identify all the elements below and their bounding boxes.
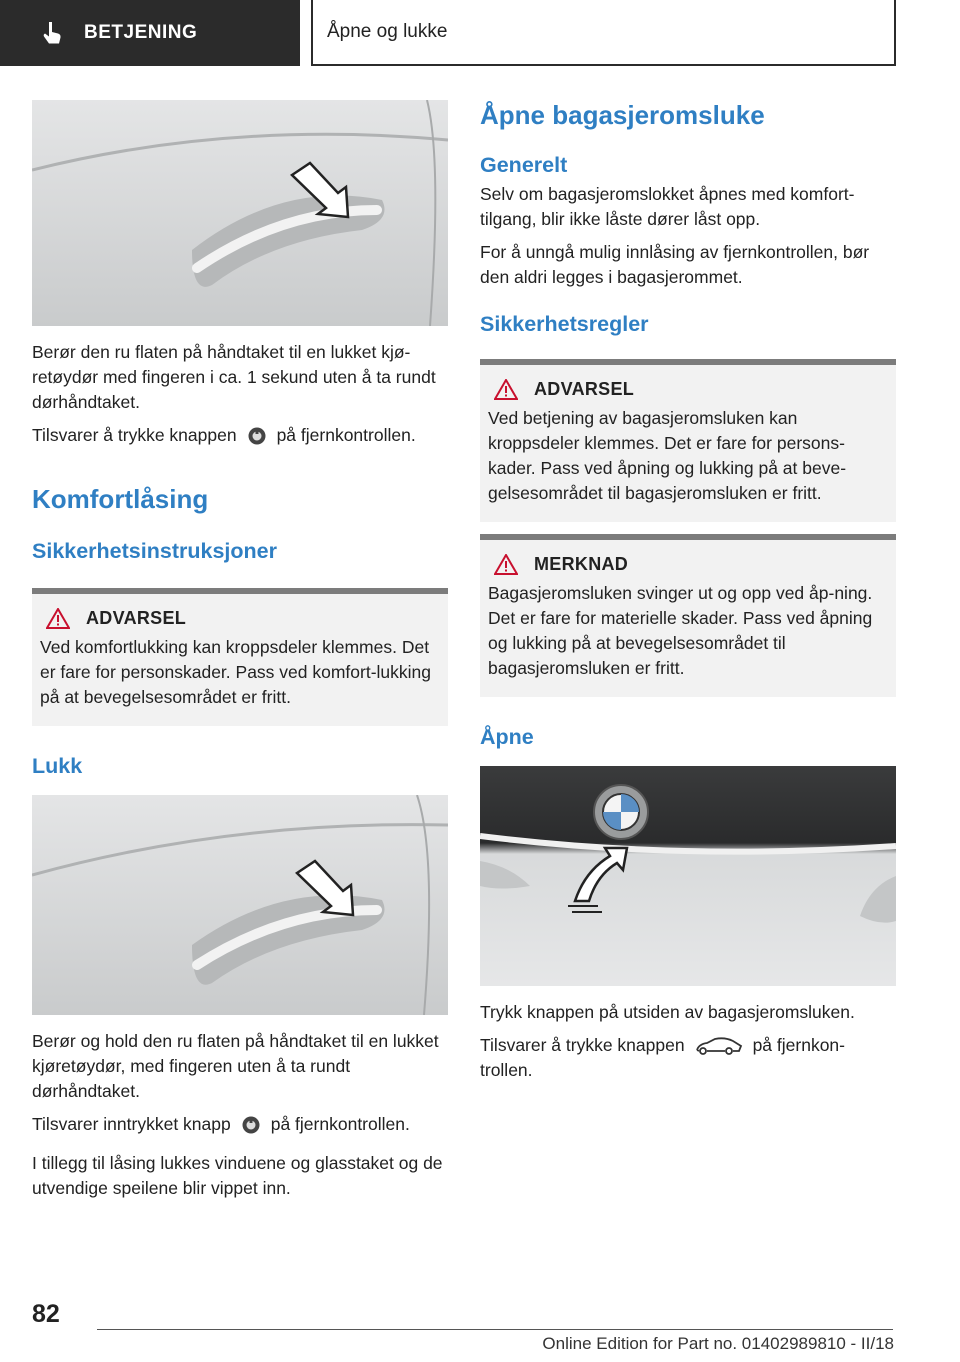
notice-triangle-icon bbox=[494, 554, 518, 575]
lock-key-icon bbox=[241, 1115, 261, 1135]
right-column bbox=[480, 100, 896, 1083]
paragraph-touch-handle: Berør den ru flaten på håndtaket til en lukket kjø-retøydør med fingeren i ca. 1 sekund uten å ta rundt dørhåndtaket. bbox=[32, 342, 436, 412]
section-tab bbox=[0, 0, 300, 66]
notice-title: MERKNAD bbox=[534, 554, 629, 574]
footer-divider bbox=[97, 1329, 893, 1330]
notice-text: Bagasjeromsluken svinger ut og opp ved åp-ning. Det er fare for materielle skader. Pass ved åpning og lukking på at bevegelsesområdet til bagasjeromsluken er fritt. bbox=[488, 583, 873, 678]
text-before-icon: Tilsvarer å trykke knappen bbox=[480, 1035, 685, 1055]
warning-triangle-icon bbox=[46, 608, 70, 629]
text-after-icon: på fjernkon-trollen. bbox=[480, 1035, 845, 1080]
warning-title: ADVARSEL bbox=[534, 379, 635, 399]
chapter-tab bbox=[311, 0, 896, 66]
heading-komfortlasing: Komfortlåsing bbox=[32, 484, 209, 514]
text-before-icon: Tilsvarer å trykke knappen bbox=[32, 425, 237, 445]
tailgate-button-photo bbox=[480, 766, 896, 986]
paragraph-windows-close: I tillegg til låsing lukkes vinduene og glasstaket og de utvendige speilene blir vippet inn. bbox=[32, 1153, 443, 1198]
door-handle-hold-illustration bbox=[32, 795, 448, 1015]
door-handle-hold-photo bbox=[32, 795, 448, 1015]
warning-triangle-icon bbox=[494, 379, 518, 400]
door-handle-illustration bbox=[32, 100, 448, 326]
page-header bbox=[0, 0, 960, 66]
warning-text: Ved betjening av bagasjeromsluken kan kroppsdeler klemmes. Det er fare for persons-kader. Pass ved åpning og lukking på at beve-gelsesområdet til bagasjeromsluken er fritt. bbox=[488, 408, 847, 503]
paragraph-equivalent-tailgate-key bbox=[480, 1033, 896, 1083]
heading-lukk: Lukk bbox=[32, 754, 83, 778]
chapter-label: Åpne og lukke bbox=[327, 21, 448, 42]
footer-edition: Online Edition for Part no. 01402989810 - II/18 bbox=[542, 1334, 894, 1353]
text-after-icon: på fjernkontrollen. bbox=[270, 1114, 410, 1134]
paragraph-equivalent-key bbox=[32, 423, 448, 448]
warning-box-komfort bbox=[32, 588, 448, 726]
hand-pointer-icon bbox=[40, 20, 66, 46]
text-before-icon: Tilsvarer inntrykket knapp bbox=[32, 1114, 231, 1134]
page-number: 82 bbox=[32, 1300, 60, 1328]
paragraph-equivalent-hold-key bbox=[32, 1112, 448, 1137]
door-handle-touch-photo bbox=[32, 100, 448, 326]
tailgate-button-illustration bbox=[480, 766, 896, 986]
paragraph-press-button: Trykk knappen på utsiden av bagasjeromsluken. bbox=[480, 1002, 855, 1022]
notice-box-tailgate bbox=[480, 534, 896, 697]
heading-generelt: Generelt bbox=[480, 153, 568, 177]
paragraph-hold-handle: Berør og hold den ru flaten på håndtaket til en lukket kjøretøydør, med fingeren uten å ta rundt dørhåndtaket. bbox=[32, 1031, 439, 1101]
heading-apne: Åpne bbox=[480, 725, 534, 749]
paragraph-avoid-lockin: For å unngå mulig innlåsing av fjernkontrollen, bør den aldri legges i bagasjerommet. bbox=[480, 242, 870, 287]
paragraph-komfort-access: Selv om bagasjeromslokket åpnes med komfort-tilgang, blir ikke låste dører låst opp. bbox=[480, 184, 855, 229]
text-after-icon: på fjernkontrollen. bbox=[276, 425, 416, 445]
section-label: BETJENING bbox=[84, 22, 198, 43]
heading-sikkerhetsregler: Sikkerhetsregler bbox=[480, 312, 649, 336]
heading-sikkerhetsinstruksjoner: Sikkerhetsinstruksjoner bbox=[32, 539, 277, 563]
lock-key-icon bbox=[247, 426, 267, 446]
warning-box-tailgate bbox=[480, 359, 896, 522]
warning-text: Ved komfortlukking kan kroppsdeler klemmes. Det er fare for personskader. Pass ved komfort-lukking på at bevegelsesområdet er fritt. bbox=[40, 637, 432, 707]
left-column bbox=[32, 100, 448, 1201]
warning-title: ADVARSEL bbox=[86, 608, 187, 628]
heading-apne-bagasjeromsluke: Åpne bagasjeromsluke bbox=[480, 100, 765, 130]
car-tailgate-icon bbox=[695, 1036, 743, 1056]
